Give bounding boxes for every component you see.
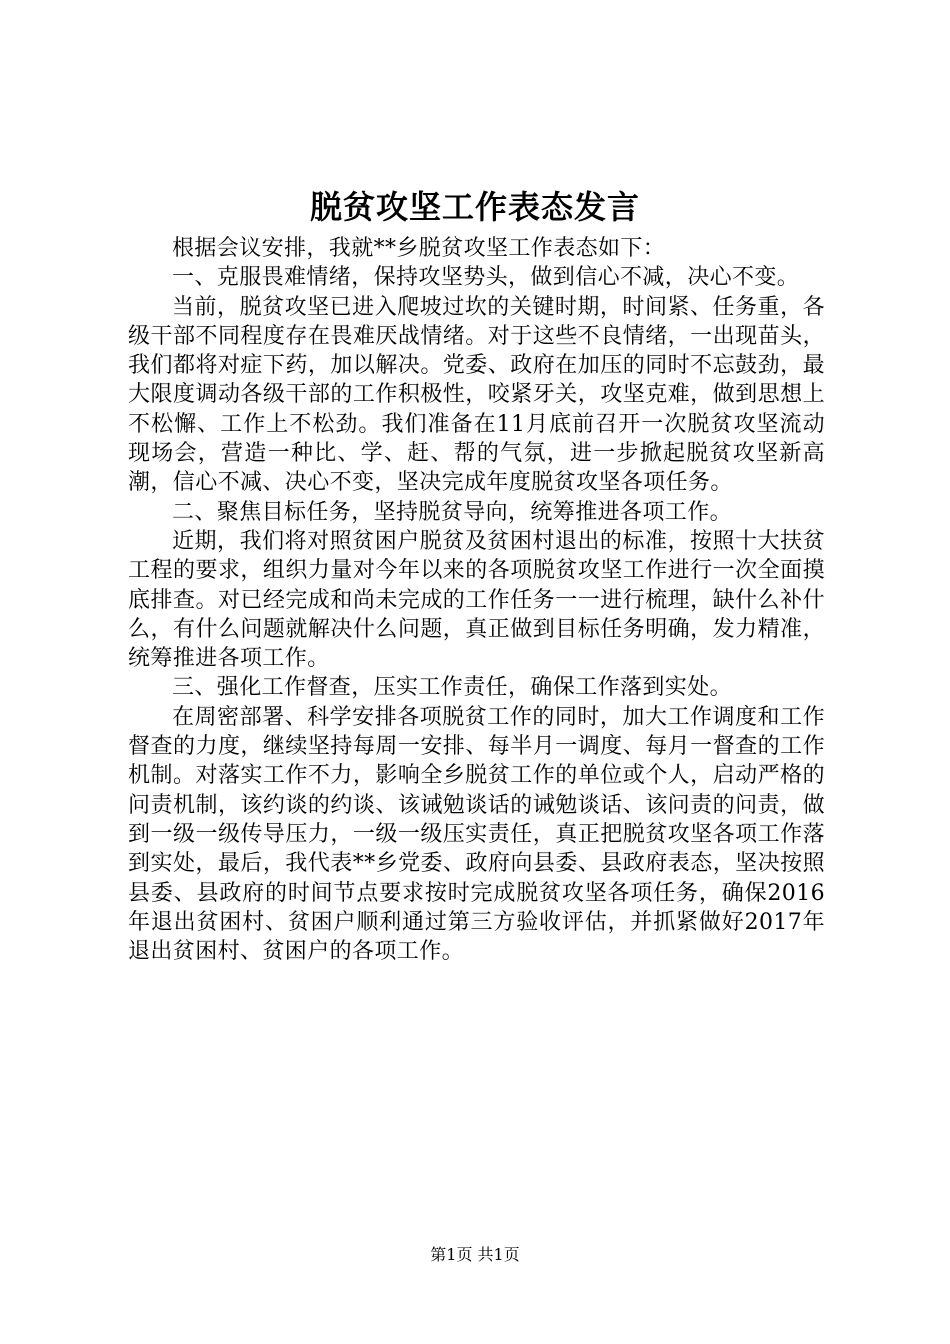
heading-section-1: 一、克服畏难情绪，保持攻坚势头，做到信心不减，决心不变。 [172,265,800,291]
paragraph-section-3: 在周密部署、科学安排各项脱贫工作的同时，加大工作调度和工作督查的力度，继续坚持每周一安排、每半月一调度、每月一督查的工作机制。对落实工作不力，影响全乡脱贫工作的单位或个人，启动严格的问责机制，该约谈的约谈、该诫勉谈话的诫勉谈话、该问责的问责，做到一级一级传导压力，一级一级压实责任，真正把脱贫攻坚各项工作落到实处，最后，我代表**乡党委、政府向县委、县政府表态，坚决按照县委、县政府的时间节点要求按时完成脱贫攻坚各项任务，确保2016年退出贫困村、贫困户顺利通过第三方验收评估，并抓紧做好2017年退出贫困村、贫困户的各项工作。 [128,704,825,965]
heading-section-3: 三、强化工作督查，压实工作责任，确保工作落到实处。 [172,675,733,701]
paragraph-intro: 根据会议安排，我就**乡脱贫攻坚工作表态如下： [172,236,666,261]
page-number-footer: 第1页 共1页 [430,1245,520,1264]
heading-section-2: 二、聚焦目标任务，坚持脱贫导向，统筹推进各项工作。 [172,499,733,525]
paragraph-section-2: 近期，我们将对照贫困户脱贫及贫困村退出的标准，按照十大扶贫工程的要求，组织力量对今年以来的各项脱贫攻坚工作进行一次全面摸底排查。对已经完成和尚未完成的工作任务一一进行梳理，缺什么补什么，有什么问题就解决什么问题，真正做到目标任务明确，发力精准，统筹推进各项工作。 [128,528,825,672]
paragraph-section-1: 当前，脱贫攻坚已进入爬坡过坎的关键时期，时间紧、任务重，各级干部不同程度存在畏难厌战情绪。对于这些不良情绪，一出现苗头，我们都将对症下药，加以解决。党委、政府在加压的同时不忘鼓劲，最大限度调动各级干部的工作积极性，咬紧牙关，攻坚克难，做到思想上不松懈、工作上不松劲。我们准备在11月底前召开一次脱贫攻坚流动现场会，营造一种比、学、赶、帮的气氛，进一步掀起脱贫攻坚新高潮，信心不减、决心不变，坚决完成年度脱贫攻坚各项任务。 [128,294,825,496]
document-title: 脱贫攻坚工作表态发言 [309,188,640,226]
document-body [128,234,825,966]
